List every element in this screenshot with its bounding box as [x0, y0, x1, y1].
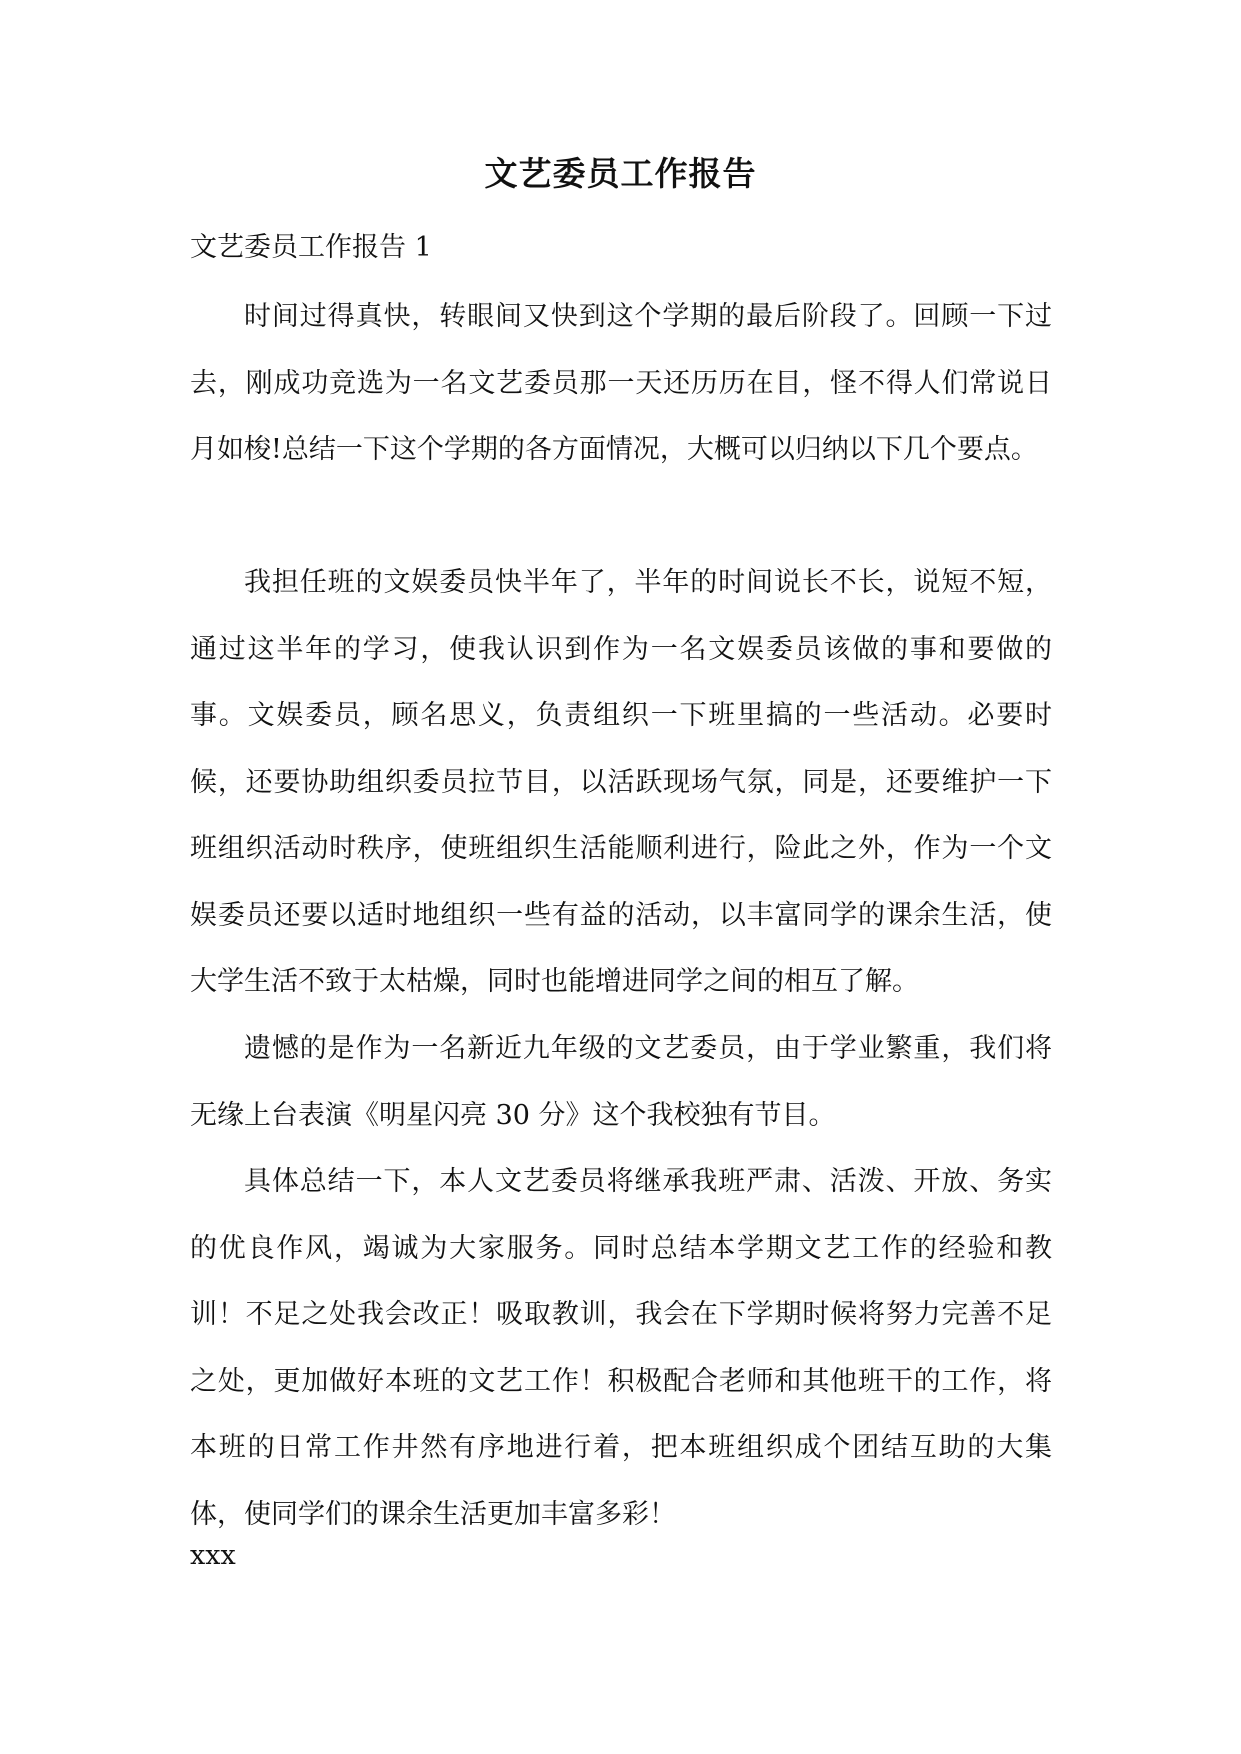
paragraph-3: 遗憾的是作为一名新近九年级的文艺委员，由于学业繁重，我们将无缘上台表演《明星闪亮 30 分》这个我校独有节目。 [190, 1033, 1052, 1131]
signature: xxx [190, 1540, 236, 1571]
paragraph-2: 我担任班的文娱委员快半年了，半年的时间说长不长，说短不短，通过这半年的学习，使我认识到作为一名文娱委员该做的事和要做的事。文娱委员，顾名思义，负责组织一下班里搞的一些活动。必要时候，还要协助组织委员拉节目，以活跃现场气氛，同是，还要维护一下班组织活动时秩序，使班组织生活能顺利进行，险此之外，作为一个文娱委员还要以适时地组织一些有益的活动，以丰富同学的课余生活，使大学生活不致于太枯燥，同时也能增进同学之间的相互了解。 [190, 567, 1052, 997]
section-heading: 文艺委员工作报告 1 [190, 232, 432, 263]
paragraph-1: 时间过得真快，转眼间又快到这个学期的最后阶段了。回顾一下过去，刚成功竞选为一名文艺委员那一天还历历在目，怪不得人们常说日月如梭!总结一下这个学期的各方面情况，大概可以归纳以下几个要点。 [190, 301, 1052, 465]
document-title: 文艺委员工作报告 [484, 154, 757, 193]
paragraph-4: 具体总结一下，本人文艺委员将继承我班严肃、活泼、开放、务实的优良作风，竭诚为大家服务。同时总结本学期文艺工作的经验和教训！不足之处我会改正！吸取教训，我会在下学期时候将努力完善不足之处，更加做好本班的文艺工作！积极配合老师和其他班干的工作，将本班的日常工作井然有序地进行着，把本班组织成个团结互助的大集体，使同学们的课余生活更加丰富多彩！ [190, 1166, 1052, 1530]
